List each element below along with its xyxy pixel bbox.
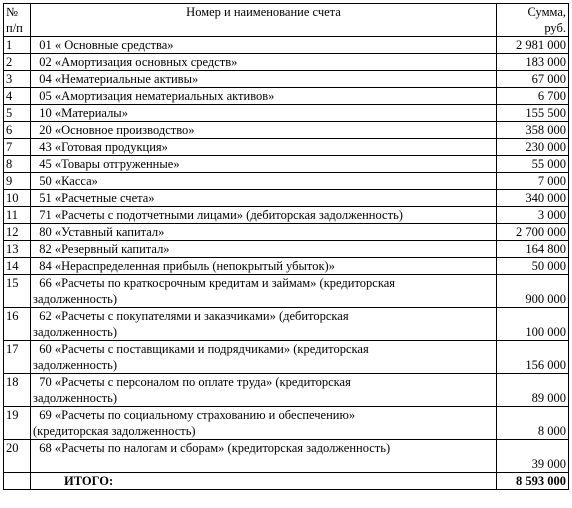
row-number: 19 [4, 407, 31, 440]
table-row [4, 88, 569, 105]
row-sum: 6 700 [497, 88, 569, 105]
row-number: 2 [4, 54, 31, 71]
row-account-name: 80 «Уставный капитал» [33, 225, 165, 239]
row-account-name: 50 «Касса» [33, 174, 98, 188]
row-sum: 50 000 [497, 258, 569, 275]
table-row [4, 105, 569, 122]
row-account-name-cell [31, 241, 497, 258]
row-account-name-cell [31, 341, 497, 374]
row-account-name: 43 «Готовая продукция» [33, 140, 168, 154]
row-sum: 3 000 [497, 207, 569, 224]
row-account-name: 69 «Расчеты по социальному страхованию и обеспечению» (кредиторская задолженность) [33, 408, 356, 438]
header-number-line1: № [6, 5, 18, 19]
row-sum: 183 000 [497, 54, 569, 71]
row-sum: 340 000 [497, 190, 569, 207]
header-sum-line1: Сумма, [527, 5, 566, 19]
row-number: 12 [4, 224, 31, 241]
row-account-name-cell [31, 190, 497, 207]
table-row [4, 54, 569, 71]
row-number: 9 [4, 173, 31, 190]
row-sum: 155 500 [497, 105, 569, 122]
row-number: 7 [4, 139, 31, 156]
row-account-name: 84 «Нераспределенная прибыль (непокрытый убыток)» [33, 259, 335, 273]
row-sum: 2 700 000 [497, 224, 569, 241]
row-account-name-cell [31, 275, 497, 308]
row-account-name-cell [31, 308, 497, 341]
row-number: 14 [4, 258, 31, 275]
row-account-name-cell [31, 224, 497, 241]
row-account-name-cell [31, 122, 497, 139]
table-header-row [4, 4, 569, 37]
row-account-name: 20 «Основное производство» [33, 123, 195, 137]
row-number: 18 [4, 374, 31, 407]
row-account-name-cell [31, 88, 497, 105]
row-sum: 67 000 [497, 71, 569, 88]
row-account-name: 62 «Расчеты с покупателями и заказчиками» (дебиторская задолженность) [33, 309, 349, 339]
row-number: 6 [4, 122, 31, 139]
row-account-name-cell [31, 374, 497, 407]
table-row [4, 374, 569, 407]
row-account-name: 82 «Резервный капитал» [33, 242, 170, 256]
table-row [4, 224, 569, 241]
row-sum: 39 000 [497, 440, 569, 473]
table-row [4, 440, 569, 473]
row-account-name: 45 «Товары отгруженные» [33, 157, 180, 171]
row-account-name: 02 «Амортизация основных средств» [33, 55, 238, 69]
row-account-name: 10 «Материалы» [33, 106, 128, 120]
row-account-name-cell [31, 139, 497, 156]
row-number: 13 [4, 241, 31, 258]
row-account-name-cell [31, 71, 497, 88]
row-number: 16 [4, 308, 31, 341]
row-number: 11 [4, 207, 31, 224]
total-sum: 8 593 000 [497, 473, 569, 490]
header-number-line2: п/п [6, 21, 23, 35]
row-sum: 55 000 [497, 156, 569, 173]
table-row [4, 71, 569, 88]
row-account-name: 01 « Основные средства» [33, 38, 174, 52]
row-account-name: 71 «Расчеты с подотчетными лицами» (дебиторская задолженность) [33, 208, 403, 222]
row-sum: 2 981 000 [497, 37, 569, 54]
row-number: 8 [4, 156, 31, 173]
row-account-name-cell [31, 440, 497, 473]
row-account-name: 70 «Расчеты с персоналом по оплате труда» (кредиторская задолженность) [33, 375, 351, 405]
accounts-table [3, 3, 569, 490]
row-number: 15 [4, 275, 31, 308]
row-account-name-cell [31, 156, 497, 173]
row-sum: 156 000 [497, 341, 569, 374]
table-row [4, 122, 569, 139]
header-sum [497, 4, 569, 37]
row-number: 17 [4, 341, 31, 374]
row-sum: 100 000 [497, 308, 569, 341]
table-body [4, 37, 569, 473]
row-account-name-cell [31, 207, 497, 224]
row-number: 4 [4, 88, 31, 105]
table-row [4, 207, 569, 224]
row-account-name: 05 «Амортизация нематериальных активов» [33, 89, 275, 103]
row-account-name: 51 «Расчетные счета» [33, 191, 155, 205]
row-account-name: 04 «Нематериальные активы» [33, 72, 199, 86]
row-account-name-cell [31, 173, 497, 190]
row-number: 3 [4, 71, 31, 88]
row-account-name-cell [31, 37, 497, 54]
row-number: 20 [4, 440, 31, 473]
table-row [4, 407, 569, 440]
table-row [4, 258, 569, 275]
total-row [4, 473, 569, 490]
table-row [4, 37, 569, 54]
row-account-name: 68 «Расчеты по налогам и сборам» (кредиторская задолженность) [39, 441, 391, 455]
header-number [4, 4, 31, 37]
table-row [4, 341, 569, 374]
table-row [4, 275, 569, 308]
row-account-name-cell [31, 105, 497, 122]
row-sum: 164 800 [497, 241, 569, 258]
row-number: 10 [4, 190, 31, 207]
total-number-cell [4, 473, 31, 490]
total-label: ИТОГО: [31, 473, 497, 490]
row-sum: 8 000 [497, 407, 569, 440]
row-account-name: 66 «Расчеты по краткосрочным кредитам и займам» (кредиторская задолженность) [33, 276, 395, 306]
row-account-name-cell [31, 258, 497, 275]
table-row [4, 190, 569, 207]
table-row [4, 173, 569, 190]
row-number: 5 [4, 105, 31, 122]
row-sum: 900 000 [497, 275, 569, 308]
table-row [4, 308, 569, 341]
table-row [4, 156, 569, 173]
row-sum: 7 000 [497, 173, 569, 190]
row-sum: 358 000 [497, 122, 569, 139]
row-account-name-cell [31, 54, 497, 71]
row-sum: 89 000 [497, 374, 569, 407]
row-account-name: 60 «Расчеты с поставщиками и подрядчиками» (кредиторская задолженность) [33, 342, 369, 372]
header-sum-line2: руб. [544, 21, 566, 35]
row-account-name-cell [31, 407, 497, 440]
table-row [4, 139, 569, 156]
row-number: 1 [4, 37, 31, 54]
table-row [4, 241, 569, 258]
header-account-name: Номер и наименование счета [31, 4, 497, 37]
row-sum: 230 000 [497, 139, 569, 156]
